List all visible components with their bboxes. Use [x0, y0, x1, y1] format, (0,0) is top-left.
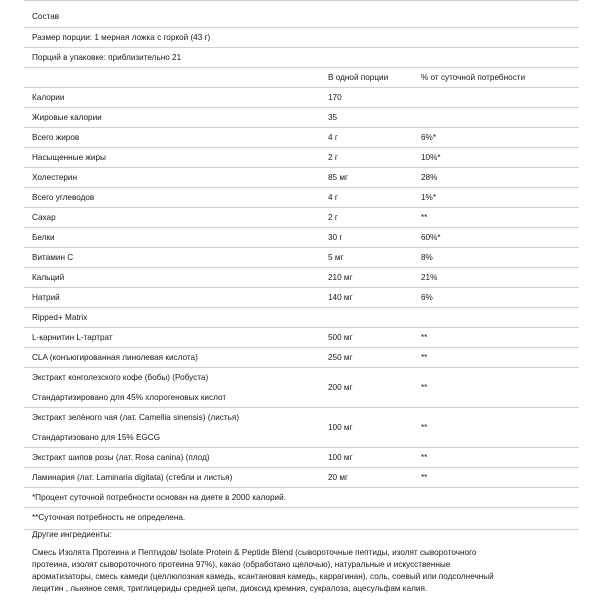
nutrient-amount: 4 г [328, 193, 338, 202]
nutrient-name: Кальций [32, 273, 65, 282]
nutrient-dv: 6%* [421, 133, 437, 142]
table-row [24, 148, 579, 168]
table-row [24, 288, 579, 308]
table-row [24, 448, 579, 468]
nutrient-name: Жировые калории [32, 113, 102, 122]
table-row [24, 348, 579, 368]
nutrient-amount: 4 г [328, 133, 338, 142]
nutrient-amount: 35 [328, 113, 338, 122]
nutrient-dv: 1%* [421, 193, 437, 202]
other-ingredients-text [32, 547, 562, 595]
nutrient-amount: 2 г [328, 153, 338, 162]
nutrient-name: Сахар [32, 213, 56, 222]
daily-value-header: % от суточной потребности [421, 73, 526, 82]
footnote-not-established: **Суточная потребность не определена. [32, 513, 186, 522]
nutrient-amount: 2 г [328, 213, 338, 222]
ingredient-name: Экстракт зелёного чая (лат. Camellia sinensis) (листья) [32, 413, 240, 422]
nutrient-name: Холестерин [32, 173, 78, 182]
other-ingredients-line: ароматизаторы, смесь камеди (целлюлозная камедь, ксантановая камедь, каррагинан), соль, соевый или подсолнечный [32, 572, 494, 581]
table-row [24, 248, 579, 268]
footnote-daily-value: *Процент суточной потребности основан на диете в 2000 калорий. [32, 493, 286, 502]
other-ingredients-title: Другие ингредиенты: [32, 530, 112, 539]
ingredient-dv: ** [421, 333, 428, 342]
table-row [24, 228, 579, 248]
ingredient-dv: ** [421, 423, 428, 432]
matrix-title: Ripped+ Matrix [32, 313, 88, 322]
matrix-title-row [24, 308, 579, 328]
nutrient-name: Всего жиров [32, 133, 80, 142]
footnote-row [24, 508, 579, 530]
nutrient-dv: 6% [421, 293, 433, 302]
other-ingredients-line: лецитин , льняное семя, триглицериды средней цепи, диоксид кремния, сукралоза, ацесульфам калия. [32, 584, 428, 593]
nutrient-amount: 5 мг [328, 253, 344, 262]
nutrient-dv: 60%* [421, 233, 441, 242]
ingredient-dv: ** [421, 383, 428, 392]
ingredient-name: Экстракт конголезского кофе (бобы) (Робуста) [32, 373, 209, 382]
ingredient-dv: ** [421, 453, 428, 462]
nutrition-table [24, 0, 579, 530]
ingredient-name: Экстракт шипов розы (лат. Rosa canina) (плод) [32, 453, 210, 462]
serving-size-row [24, 28, 579, 48]
table-row [24, 108, 579, 128]
nutrient-amount: 140 мг [328, 293, 353, 302]
nutrient-name: Всего углеводов [32, 193, 95, 202]
nutrient-dv: 28% [421, 173, 438, 182]
ingredient-dv: ** [421, 353, 428, 362]
footnote-row [24, 488, 579, 508]
composition-heading: Состав [32, 12, 60, 21]
nutrient-dv: 21% [421, 273, 438, 282]
nutrient-amount: 170 [328, 93, 342, 102]
serving-size: Размер порции: 1 мерная ложка с горкой (43 г) [32, 33, 211, 42]
ingredient-amount: 20 мг [328, 473, 348, 482]
ingredient-dv: ** [421, 473, 428, 482]
table-row [24, 128, 579, 148]
nutrient-name: Белки [32, 233, 55, 242]
ingredient-amount: 500 мг [328, 333, 353, 342]
table-row [24, 88, 579, 108]
servings-row [24, 48, 579, 68]
nutrient-amount: 210 мг [328, 273, 353, 282]
table-row [24, 188, 579, 208]
table-row [24, 208, 579, 228]
table-row [24, 268, 579, 288]
per-serving-header: В одной порции [328, 73, 389, 82]
nutrient-name: Натрий [32, 293, 60, 302]
nutrient-dv: ** [421, 213, 428, 222]
nutrient-name: Насыщенные жиры [32, 153, 106, 162]
ingredient-amount: 250 мг [328, 353, 353, 362]
nutrient-amount: 85 мг [328, 173, 348, 182]
column-header-row [24, 68, 579, 88]
ingredient-standardization: Стандартизировано для 45% хлорогеновых кислот [32, 393, 227, 402]
table-row [24, 168, 579, 188]
other-ingredients-line: протеина, изолят сывороточного протеина 97%), какао (обработано щелочью), натуральные и искусственные [32, 560, 451, 569]
composition-row [24, 1, 579, 28]
ingredient-name: Ламинария (лат. Laminaria digitata) (стебли и листья) [32, 473, 233, 482]
table-row [24, 368, 579, 408]
table-row [24, 468, 579, 488]
ingredient-standardization: Стандартизовано для 15% EGCG [32, 433, 161, 442]
nutrient-dv: 10%* [421, 153, 441, 162]
nutrient-amount: 30 г [328, 233, 343, 242]
ingredient-amount: 100 мг [328, 423, 353, 432]
other-ingredients-line: Смесь Изолята Протеина и Пептидов/ Isolate Protein & Peptide Blend (сывороточные пептиды, изолят сывороточного [32, 548, 477, 557]
ingredient-amount: 100 мг [328, 453, 353, 462]
ingredient-name: CLA (конъюгированная линолевая кислота) [32, 353, 198, 362]
nutrient-dv: 8% [421, 253, 433, 262]
nutrient-name: Витамин С [32, 253, 74, 262]
nutrient-name: Калории [32, 93, 65, 102]
table-row [24, 408, 579, 448]
ingredient-name: L-карнитин L-тартрат [32, 333, 113, 342]
table-row [24, 328, 579, 348]
ingredient-amount: 200 мг [328, 383, 353, 392]
servings-per-container: Порций в упаковке: приблизительно 21 [32, 53, 182, 62]
